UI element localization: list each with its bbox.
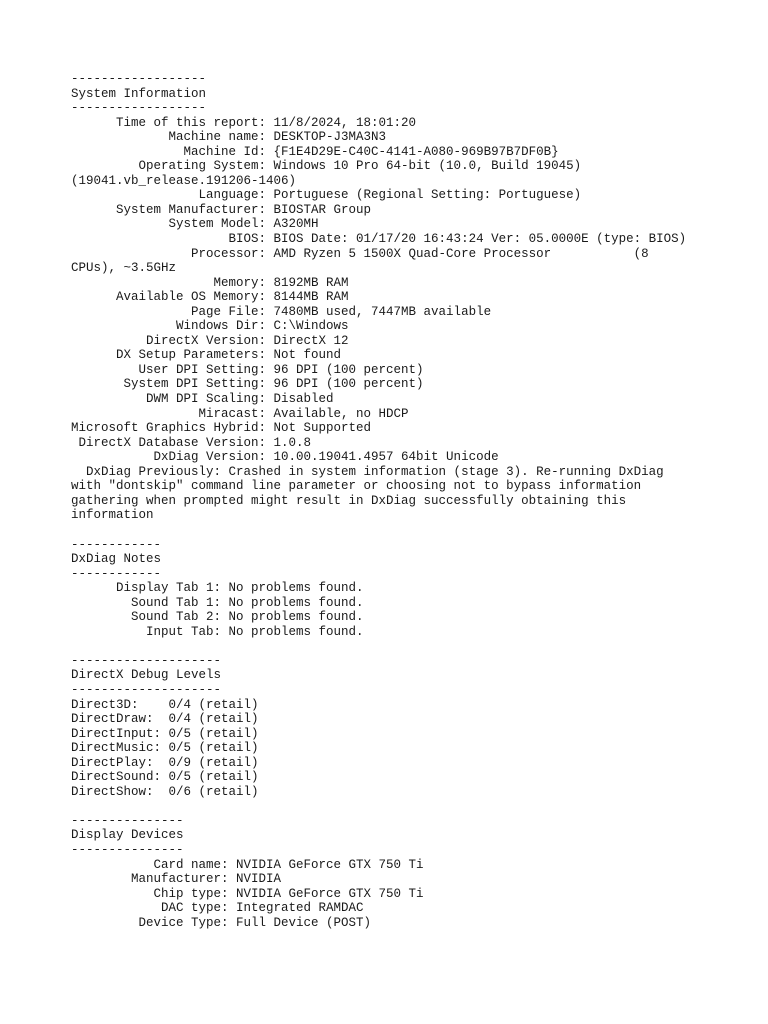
report-line: DirectX Database Version: 1.0.8 <box>71 435 312 450</box>
report-line: (19041.vb_release.191206-1406) <box>71 173 297 188</box>
report-line: DirectShow: 0/6 (retail) <box>71 784 259 799</box>
report-line: Miracast: Available, no HDCP <box>71 406 409 421</box>
report-line: ------------ <box>71 566 162 581</box>
report-line: DirectX Version: DirectX 12 <box>71 333 349 348</box>
report-line: System Manufacturer: BIOSTAR Group <box>71 202 372 217</box>
report-line: Language: Portuguese (Regional Setting: Portuguese) <box>71 188 582 203</box>
report-line: Operating System: Windows 10 Pro 64-bit (10.0, Build 19045) <box>71 159 582 174</box>
report-line: DxDiag Previously: Crashed in system information (stage 3). Re-running DxDiag <box>71 464 664 479</box>
report-line: Chip type: NVIDIA GeForce GTX 750 Ti <box>71 886 424 901</box>
report-line: Sound Tab 2: No problems found. <box>71 610 364 625</box>
report-line: System DPI Setting: 96 DPI (100 percent) <box>71 377 424 392</box>
report-line: -------------------- <box>71 653 222 668</box>
report-line: information <box>71 508 154 523</box>
dxdiag-report <box>71 72 686 930</box>
report-line: DirectX Debug Levels <box>71 668 222 683</box>
report-line: DirectPlay: 0/9 (retail) <box>71 755 259 770</box>
report-line: with "dontskip" command line parameter or choosing not to bypass information <box>71 479 642 494</box>
report-line: CPUs), ~3.5GHz <box>71 261 177 276</box>
report-line: -------------------- <box>71 682 222 697</box>
report-line: Machine Id: {F1E4D29E-C40C-4141-A080-969B97B7DF0B} <box>71 144 559 159</box>
report-line: User DPI Setting: 96 DPI (100 percent) <box>71 362 424 377</box>
report-line: System Model: A320MH <box>71 217 319 232</box>
report-line: Sound Tab 1: No problems found. <box>71 595 364 610</box>
report-line: DxDiag Version: 10.00.19041.4957 64bit Unicode <box>71 450 499 465</box>
report-line: Microsoft Graphics Hybrid: Not Supported <box>71 421 372 436</box>
report-line: Card name: NVIDIA GeForce GTX 750 Ti <box>71 857 424 872</box>
report-line: Memory: 8192MB RAM <box>71 275 349 290</box>
report-line: ------------------ <box>71 72 207 86</box>
report-line: Windows Dir: C:\Windows <box>71 319 349 334</box>
report-line: Display Devices <box>71 828 184 843</box>
report-line: --------------- <box>71 842 184 857</box>
report-line: Device Type: Full Device (POST) <box>71 915 372 930</box>
report-line: ------------------ <box>71 101 207 116</box>
report-line: gathering when prompted might result in DxDiag successfully obtaining this <box>71 493 627 508</box>
report-line: Display Tab 1: No problems found. <box>71 581 364 596</box>
report-line: ------------ <box>71 537 162 552</box>
report-line: Machine name: DESKTOP-J3MA3N3 <box>71 130 387 145</box>
report-line: DirectMusic: 0/5 (retail) <box>71 741 259 756</box>
report-line: DX Setup Parameters: Not found <box>71 348 342 363</box>
report-line: DirectInput: 0/5 (retail) <box>71 726 259 741</box>
report-line: BIOS: BIOS Date: 01/17/20 16:43:24 Ver: 05.0000E (type: BIOS) <box>71 232 687 247</box>
report-line: System Information <box>71 86 207 101</box>
report-line: Manufacturer: NVIDIA <box>71 872 282 887</box>
report-line: Page File: 7480MB used, 7447MB available <box>71 304 492 319</box>
report-line: DirectSound: 0/5 (retail) <box>71 770 259 785</box>
report-line <box>71 799 686 814</box>
report-line: DxDiag Notes <box>71 552 162 567</box>
report-line: Processor: AMD Ryzen 5 1500X Quad-Core Processor (8 <box>71 246 649 261</box>
report-line: --------------- <box>71 813 184 828</box>
report-line: Input Tab: No problems found. <box>71 624 364 639</box>
report-line: DAC type: Integrated RAMDAC <box>71 901 364 916</box>
report-line: DWM DPI Scaling: Disabled <box>71 392 334 407</box>
report-line <box>71 523 686 538</box>
report-line: DirectDraw: 0/4 (retail) <box>71 712 259 727</box>
report-line: Direct3D: 0/4 (retail) <box>71 697 259 712</box>
report-line <box>71 639 686 654</box>
report-line: Time of this report: 11/8/2024, 18:01:20 <box>71 115 417 130</box>
report-line: Available OS Memory: 8144MB RAM <box>71 290 349 305</box>
